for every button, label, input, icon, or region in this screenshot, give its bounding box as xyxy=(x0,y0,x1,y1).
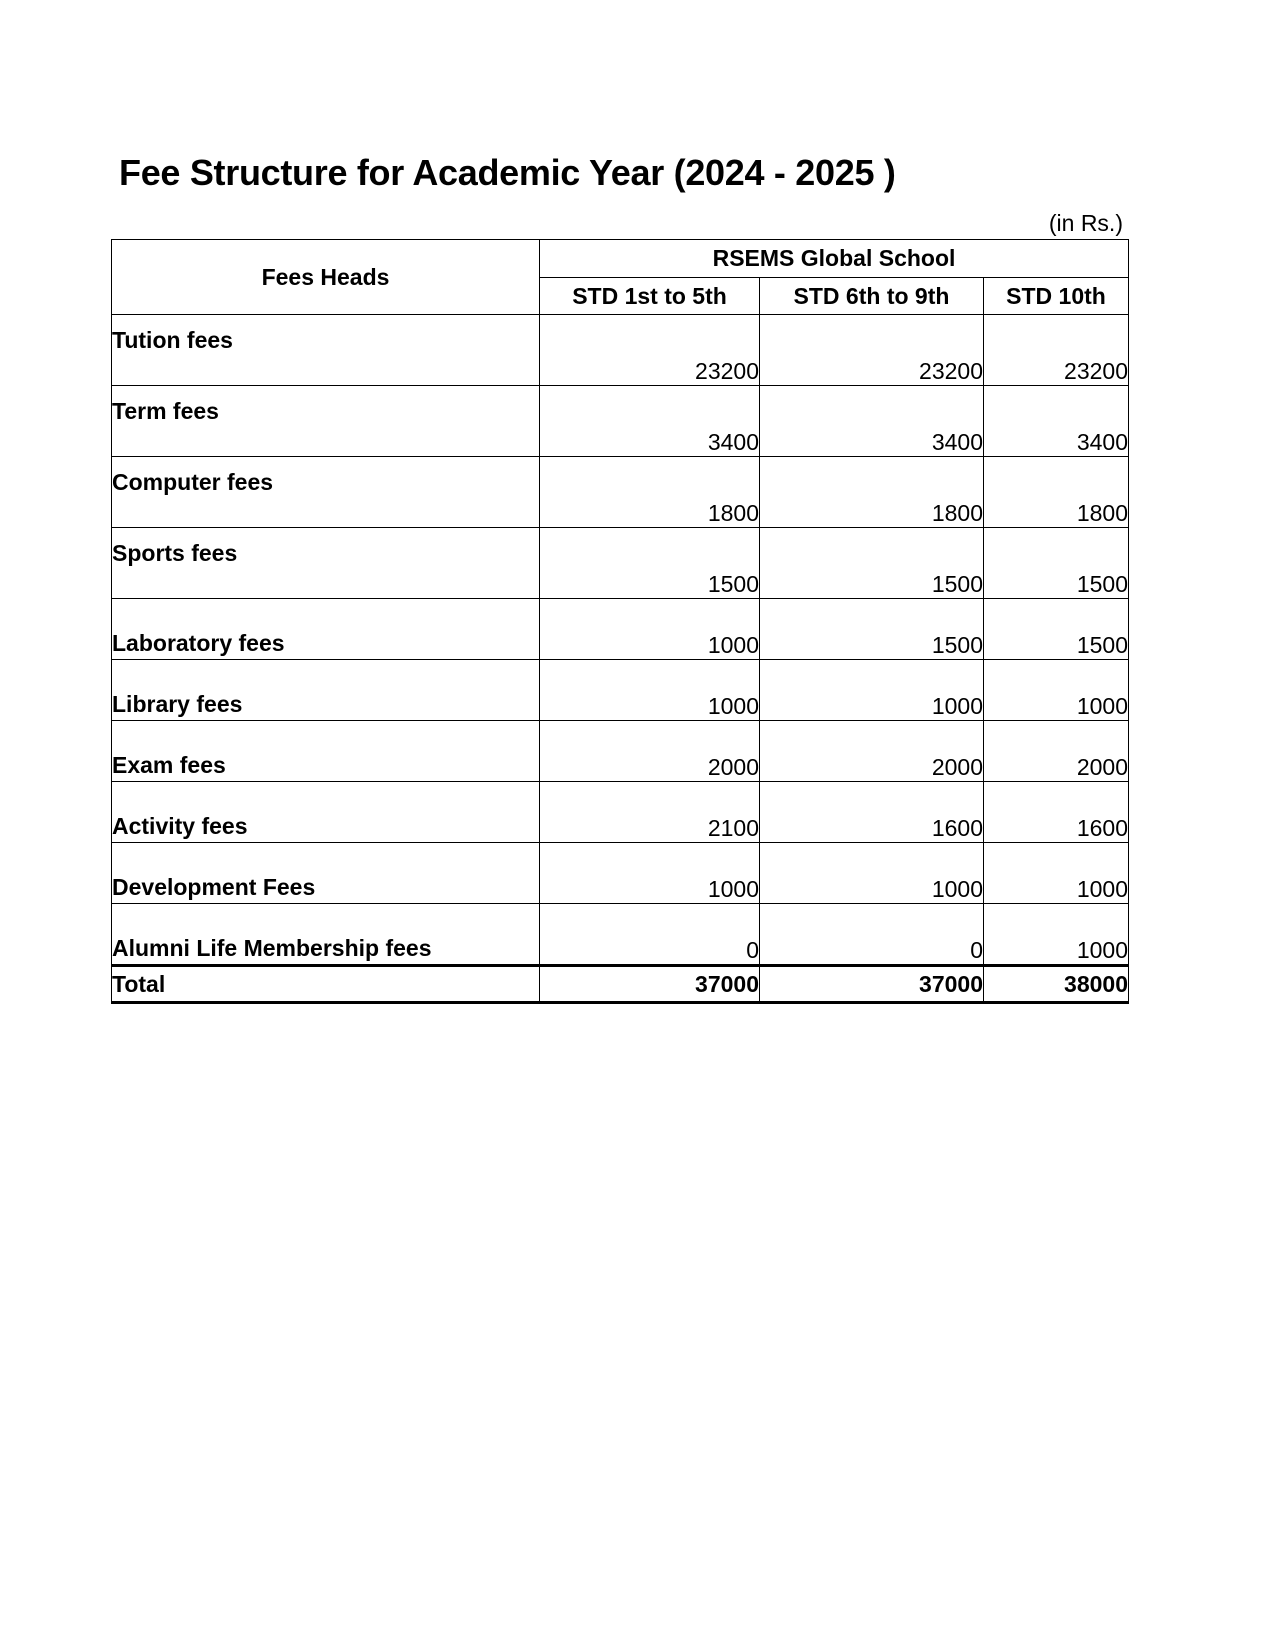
table-row xyxy=(112,386,1129,457)
fee-value: 2000 xyxy=(760,721,984,782)
fee-value: 0 xyxy=(540,904,760,966)
fee-value: 3400 xyxy=(760,386,984,457)
page-title: Fee Structure for Academic Year (2024 - 2025 ) xyxy=(119,152,896,193)
fee-head-label: Activity fees xyxy=(112,782,540,843)
fee-value: 1000 xyxy=(540,660,760,721)
fee-value: 1000 xyxy=(760,843,984,904)
fee-value: 3400 xyxy=(984,386,1129,457)
fee-head-label: Laboratory fees xyxy=(112,599,540,660)
column-header: STD 1st to 5th xyxy=(540,278,760,315)
fee-value: 1500 xyxy=(760,599,984,660)
fee-value: 1800 xyxy=(540,457,760,528)
fee-value: 1500 xyxy=(540,528,760,599)
column-header: STD 6th to 9th xyxy=(760,278,984,315)
fee-value: 1500 xyxy=(984,599,1129,660)
total-row xyxy=(112,966,1129,1003)
fee-value: 23200 xyxy=(760,315,984,386)
total-value: 37000 xyxy=(760,966,984,1003)
fee-value: 1000 xyxy=(984,660,1129,721)
table-row xyxy=(112,528,1129,599)
table-row xyxy=(112,457,1129,528)
fee-head-label: Exam fees xyxy=(112,721,540,782)
fee-value: 1500 xyxy=(760,528,984,599)
column-header: STD 10th xyxy=(984,278,1129,315)
fee-value: 3400 xyxy=(540,386,760,457)
fee-head-label: Alumni Life Membership fees xyxy=(112,904,540,966)
fee-value: 1600 xyxy=(984,782,1129,843)
fee-head-label: Tution fees xyxy=(112,315,540,386)
fee-head-label: Term fees xyxy=(112,386,540,457)
fee-value: 1800 xyxy=(760,457,984,528)
table-row xyxy=(112,599,1129,660)
total-label: Total xyxy=(112,966,540,1003)
fee-head-label: Library fees xyxy=(112,660,540,721)
fee-value: 2100 xyxy=(540,782,760,843)
total-value: 38000 xyxy=(984,966,1129,1003)
table-row xyxy=(112,660,1129,721)
fee-value: 1000 xyxy=(540,843,760,904)
table-row xyxy=(112,315,1129,386)
school-group-header: RSEMS Global School xyxy=(540,240,1129,278)
table-row xyxy=(112,782,1129,843)
fee-structure-table xyxy=(111,239,1129,1004)
fee-value: 1800 xyxy=(984,457,1129,528)
fee-value: 2000 xyxy=(540,721,760,782)
fees-heads-header: Fees Heads xyxy=(112,240,540,315)
fee-value: 1000 xyxy=(540,599,760,660)
fee-value: 1000 xyxy=(760,660,984,721)
fee-value: 23200 xyxy=(540,315,760,386)
fee-head-label: Computer fees xyxy=(112,457,540,528)
fee-value: 1600 xyxy=(760,782,984,843)
fee-value: 1500 xyxy=(984,528,1129,599)
fee-head-label: Development Fees xyxy=(112,843,540,904)
total-value: 37000 xyxy=(540,966,760,1003)
fee-value: 23200 xyxy=(984,315,1129,386)
fee-value: 1000 xyxy=(984,904,1129,966)
fee-value: 1000 xyxy=(984,843,1129,904)
fee-head-label: Sports fees xyxy=(112,528,540,599)
unit-note: (in Rs.) xyxy=(1048,210,1123,236)
fee-value: 0 xyxy=(760,904,984,966)
table-row xyxy=(112,721,1129,782)
table-row xyxy=(112,843,1129,904)
fee-value: 2000 xyxy=(984,721,1129,782)
table-row xyxy=(112,904,1129,966)
